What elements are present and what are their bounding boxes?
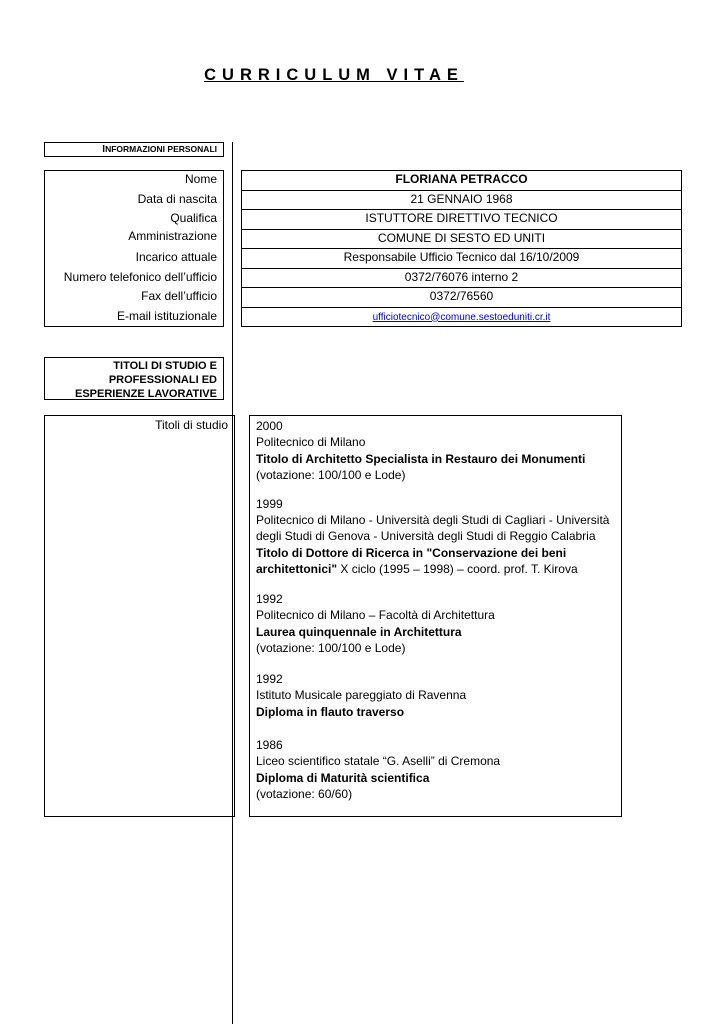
study-entry [256,418,616,483]
study-degree: Titolo di Dottore di Ricerca in "Conservazione dei beni architettonici" [256,546,567,576]
table-border [44,326,224,327]
info-value-phone: 0372/76076 interno 2 [241,268,682,288]
study-year: 2000 [256,419,283,433]
info-label: Nome [44,170,224,190]
study-degree: Diploma di Maturità scientifica [256,771,430,785]
table-border [241,326,682,327]
info-label: Data di nascita [44,190,224,210]
study-institution: Politecnico di Milano – Facoltà di Architettura [256,608,495,622]
section-heading-cap: I [102,144,106,155]
info-value-qualification: ISTUTTORE DIRETTIVO TECNICO [241,209,682,229]
study-institution: Liceo scientifico statale “G. Aselli” di Cremona [256,754,501,768]
study-note: (votazione: 60/60) [256,787,353,801]
studies-label: Titoli di studio [155,418,228,432]
study-degree-wrap [256,545,616,577]
info-label: Numero telefonico dell’ufficio [44,268,224,288]
study-degree: Titolo di Architetto Specialista in Restauro dei Monumenti [256,452,586,466]
study-institution: Istituto Musicale pareggiato di Ravenna [256,688,467,702]
info-value-name: FLORIANA PETRACCO [241,170,682,190]
info-label: Incarico attuale [44,248,224,268]
study-entry [256,496,616,577]
study-entry [256,737,616,802]
info-value-email [241,307,682,327]
study-year: 1992 [256,592,283,606]
section-heading-studies [44,357,224,400]
study-entry [256,591,616,656]
study-note: (votazione: 100/100 e Lode) [256,641,406,655]
study-year: 1992 [256,672,283,686]
study-note: (votazione: 100/100 e Lode) [256,468,406,482]
section-heading-line: TITOLI DI STUDIO E [113,360,217,372]
study-institution: Politecnico di Milano - Università degli Studi di Cagliari - Università degli Studi di Genova - Università degli Studi di Reggio Calabria [256,513,610,543]
study-entry [256,671,616,720]
study-degree-extra: X ciclo (1995 – 1998) – coord. prof. T. Kirova [337,562,578,576]
section-heading-rest: NFORMAZIONI PERSONALI [105,144,217,154]
section-heading-line: ESPERIENZE LAVORATIVE [74,388,217,400]
info-label: Amministrazione [44,229,224,249]
studies-label-cell [44,415,235,817]
study-degree: Diploma in flauto traverso [256,705,405,719]
info-label: E-mail istituzionale [44,307,224,327]
info-label: Fax dell’ufficio [44,287,224,307]
section-heading-personal-info [44,142,224,157]
info-label: Qualifica [44,209,224,229]
study-degree: Laurea quinquennale in Architettura [256,625,462,639]
info-value-birthdate: 21 GENNAIO 1968 [241,190,682,210]
study-institution: Politecnico di Milano [256,435,366,449]
email-link[interactable]: ufficiotecnico@comune.sestoeduniti.cr.it [372,311,551,323]
section-heading-line: PROFESSIONALI ED [108,374,217,386]
document-title: CURRICULUM VITAE [204,66,464,84]
info-value-current-role: Responsabile Ufficio Tecnico dal 16/10/2009 [241,248,682,268]
info-value-fax: 0372/76560 [241,287,682,307]
study-year: 1986 [256,738,283,752]
studies-content-cell [249,415,622,817]
info-value-administration: COMUNE DI SESTO ED UNITI [241,229,682,249]
study-year: 1999 [256,497,283,511]
